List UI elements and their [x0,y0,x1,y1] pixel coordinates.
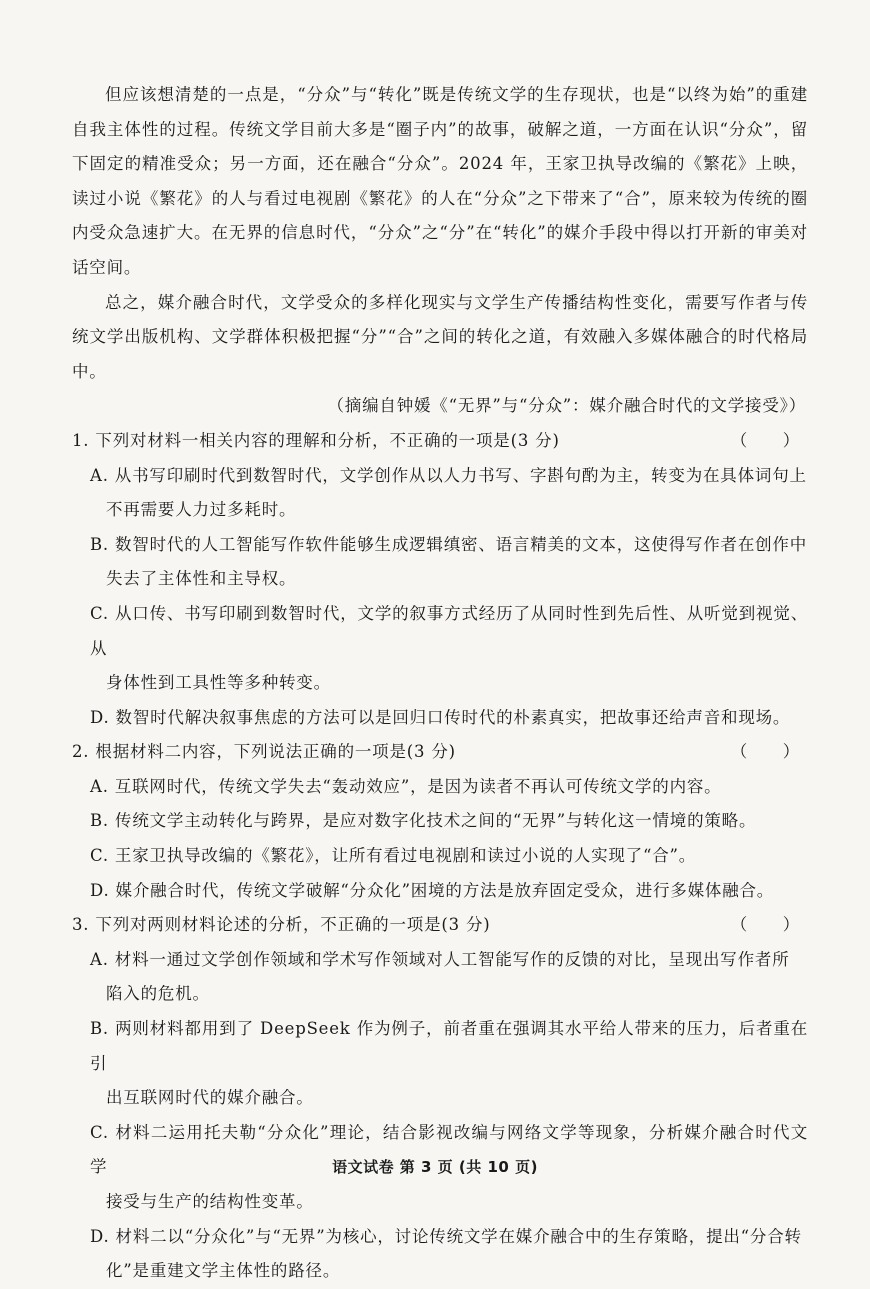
body-paragraph-2: 总之，媒介融合时代，文学受众的多样化现实与文学生产传播结构性变化，需要写作者与传统文学出版机构、文学群体积极把握“分”“合”之间的转化之道，有效融入多媒体融合的时代格局中。 [72,292,808,381]
question-stem: 1. 下列对材料一相关内容的理解和分析，不正确的一项是(3 分) [72,430,560,450]
option-d: D. 数智时代解决叙事焦虑的方法可以是回归口传时代的朴素真实，把故事还给声音和现场。 [90,707,791,727]
option-b: B. 两则材料都用到了 DeepSeek 作为例子，前者重在强调其水平给人带来的压力，后者重在引 出互联网时代的媒介融合。 [90,1019,808,1108]
option-a: A. 从书写印刷时代到数智时代，文学创作从以人力书写、字斟句酌为主，转变为在具体词句上 不再需要人力过多耗时。 [90,465,807,520]
option-c: C. 从口传、书写印刷到数智时代，文学的叙事方式经历了从同时性到先后性、从听觉到视觉、从 身体性到工具性等多种转变。 [90,603,808,693]
option-a: A. 互联网时代，传统文学失去“轰动效应”，是因为读者不再认可传统文学的内容。 [90,776,722,796]
option-d: D. 材料二以“分众化”与“无界”为核心，讨论传统文学在媒介融合中的生存策略，提出“分合转 化”是重建文学主体性的路径。 [90,1226,802,1281]
option-d: D. 媒介融合时代，传统文学破解“分众化”困境的方法是放弃固定受众，进行多媒体融合。 [90,880,775,900]
option-a: A. 材料一通过文学创作领域和学术写作领域对人工智能写作的反馈的对比，呈现出写作者所 陷入的危机。 [90,949,790,1004]
question-1 [72,424,808,735]
answer-blank: （ ） [730,430,800,450]
option-c: C. 王家卫执导改编的《繁花》，让所有看过电视剧和读过小说的人实现了“合”。 [90,846,697,866]
question-3 [72,908,808,1289]
question-stem: 2. 根据材料二内容，下列说法正确的一项是(3 分) [72,742,456,762]
body-paragraph-1: 但应该想清楚的一点是，“分众”与“转化”既是传统文学的生存现状，也是“以终为始”的重建自我主体性的过程。传统文学目前大多是“圈子内”的故事，破解之道，一方面在认识“分众”，留下固定的精准受众；另一方面，还在融合“分众”。2024 年，王家卫执导改编的《繁花》上映，读过小说《繁花》的人与看过电视剧《繁花》的人在“分众”之下带来了“合”，原来较为传统的圈内受众急速扩大。在无界的信息时代，“分众”之“分”在“转化”的媒介手段中得以打开新的审美对话空间。 [72,85,808,277]
question-stem: 3. 下列对两则材料论述的分析，不正确的一项是(3 分) [72,915,491,935]
option-b: B. 传统文学主动转化与跨界，是应对数字化技术之间的“无界”与转化这一情境的策略。 [90,811,757,831]
answer-blank: （ ） [730,915,800,935]
option-c: C. 材料二运用托夫勒“分众化”理论，结合影视改编与网络文学等现象，分析媒介融合时代文学 接受与生产的结构性变革。 [90,1122,808,1211]
answer-blank: （ ） [730,742,800,762]
option-b: B. 数智时代的人工智能写作软件能够生成逻辑缜密、语言精美的文本，这使得写作者在创作中 失去了主体性和主导权。 [90,534,808,589]
question-2 [72,735,808,908]
page-footer: 语文试卷 第 3 页 (共 10 页) [332,1158,538,1176]
source-citation: （摘编自钟媛《“无界”与“分众”：媒介融合时代的文学接受》） [327,396,806,416]
